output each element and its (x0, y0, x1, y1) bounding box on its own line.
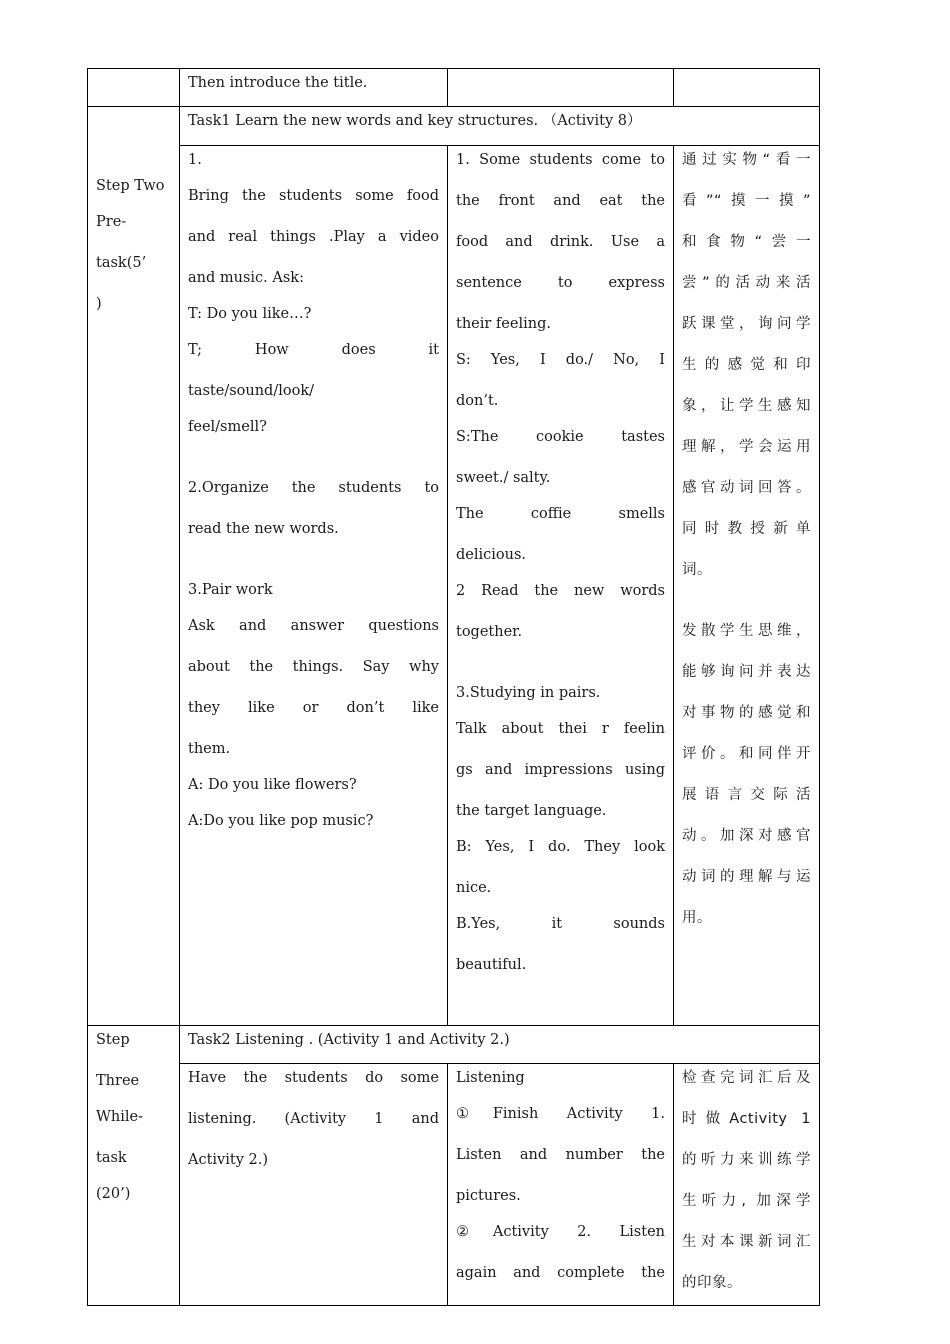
purpose-line: 的印象。 (682, 1275, 742, 1291)
purpose-line: 生听力, 加深学 (682, 1193, 811, 1209)
teacher-line: 3.Pair work (188, 582, 273, 598)
student-line: nice. (456, 880, 492, 896)
purpose-line: 时做Activity 1 (682, 1111, 811, 1127)
teacher-line: listening. (Activity 1 and (188, 1111, 439, 1127)
student-line: Talk about thei r feelin (456, 721, 665, 737)
purpose-line: 的听力来训练学 (682, 1152, 811, 1168)
teacher-line: Have the students do some (188, 1070, 439, 1086)
purpose-line: 动。加深对感官 (682, 828, 811, 844)
student-line: S:The cookie tastes (456, 429, 665, 445)
student-line: ①Finish Activity 1. (456, 1106, 665, 1122)
student-line: 1. Some students come to (456, 152, 665, 168)
teacher-line: T: Do you like…? (188, 306, 312, 322)
step-label-line: Three (96, 1073, 140, 1089)
step-label-line: While- (96, 1109, 143, 1125)
purpose-line: 感官动词回答。 (682, 480, 811, 496)
step-label-line: ) (96, 296, 102, 312)
student-line: gs and impressions using (456, 762, 665, 778)
purpose-line: 跃课堂，询问学 (682, 316, 811, 332)
intro-text: Then introduce the title. (188, 75, 368, 91)
purpose-cell (674, 1064, 820, 1306)
spacer (682, 579, 811, 622)
student-line: beautiful. (456, 957, 527, 973)
purpose-cell (674, 146, 820, 1026)
step-cell-empty (88, 69, 180, 107)
table-row-step-two-task (88, 107, 820, 146)
purpose-line: 词。 (682, 562, 712, 578)
student-line: 3.Studying in pairs. (456, 685, 601, 701)
step-label-line: task(5’ (96, 255, 147, 271)
table-row-step-three-task (88, 1026, 820, 1064)
student-line: their feeling. (456, 316, 551, 332)
purpose-line: 能够询问并表达 (682, 664, 811, 680)
teacher-line: 1. (188, 152, 202, 168)
step-label-line: Step (96, 1032, 130, 1048)
teacher-line: and music. Ask: (188, 270, 304, 286)
step-three-label-cell (88, 1026, 180, 1306)
teacher-line: about the things. Say why (188, 659, 439, 675)
spacer (456, 641, 665, 684)
teacher-line: and real things .Play a video (188, 229, 439, 245)
task-title-cell (180, 107, 820, 146)
teacher-activity-cell (180, 69, 448, 107)
purpose-line: 尝”的活动来活 (682, 275, 811, 291)
student-line: delicious. (456, 547, 527, 563)
teacher-line: A: Do you like flowers? (188, 777, 357, 793)
step-label-line: (20’) (96, 1186, 131, 1202)
student-line: sentence to express (456, 275, 665, 291)
table-row-step-three-content (88, 1064, 820, 1306)
teacher-activity-cell (180, 1064, 448, 1306)
purpose-line: 动词的理解与运 (682, 869, 811, 885)
teacher-line: read the new words. (188, 521, 339, 537)
teacher-line: Activity 2.) (188, 1152, 269, 1168)
purpose-line: 用。 (682, 910, 712, 926)
student-activity-cell-empty (448, 69, 674, 107)
purpose-line: 检查完词汇后及 (682, 1070, 811, 1086)
teacher-line: they like or don’t like (188, 700, 439, 716)
student-line: together. (456, 624, 523, 640)
teacher-line: Ask and answer questions (188, 618, 439, 634)
student-line: the front and eat the (456, 193, 665, 209)
task-title: Task2 Listening . (Activity 1 and Activity 2.) (188, 1032, 510, 1048)
spacer (188, 436, 439, 479)
student-line: B: Yes, I do. They look (456, 839, 665, 855)
task-title-cell (180, 1026, 820, 1064)
purpose-line: 生的感觉和印 (682, 357, 811, 373)
lesson-plan-table (87, 68, 820, 1306)
purpose-line: 同时教授新单 (682, 521, 811, 537)
student-line: S: Yes, I do./ No, I (456, 352, 665, 368)
step-label-line: task (96, 1150, 127, 1166)
purpose-line: 发散学生思维， (682, 623, 811, 639)
student-line: the target language. (456, 803, 607, 819)
student-line: don’t. (456, 393, 499, 409)
step-label-line: Pre- (96, 214, 127, 230)
student-line: sweet./ salty. (456, 470, 551, 486)
purpose-cell-empty (674, 69, 820, 107)
student-line: food and drink. Use a (456, 234, 665, 250)
student-line: Listening (456, 1070, 525, 1086)
student-line: B.Yes, it sounds (456, 916, 665, 932)
student-activity-cell (448, 1064, 674, 1306)
purpose-line: 和食物“尝一 (682, 234, 811, 250)
student-activity-cell (448, 146, 674, 1026)
teacher-line: Bring the students some food (188, 188, 439, 204)
step-label-line: Step Two (96, 178, 165, 194)
student-line: Listen and number the (456, 1147, 665, 1163)
teacher-line: them. (188, 741, 231, 757)
teacher-line: A:Do you like pop music? (188, 813, 374, 829)
step-two-label-cell (88, 107, 180, 1026)
teacher-line: 2.Organize the students to (188, 480, 439, 496)
spacer (188, 538, 439, 581)
teacher-line: feel/smell? (188, 419, 267, 435)
student-line: ②Activity 2. Listen (456, 1224, 665, 1240)
purpose-line: 象，让学生感知 (682, 398, 811, 414)
table-row-intro (88, 69, 820, 107)
teacher-activity-cell (180, 146, 448, 1026)
teacher-line: T; How does it (188, 342, 439, 358)
purpose-line: 通过实物“看一 (682, 152, 811, 168)
purpose-line: 对事物的感觉和 (682, 705, 811, 721)
purpose-line: 看”“摸一摸” (682, 193, 811, 209)
student-line: again and complete the (456, 1265, 665, 1281)
student-line: The coffie smells (456, 506, 665, 522)
purpose-line: 评价。和同伴开 (682, 746, 811, 762)
student-line: 2 Read the new words (456, 583, 665, 599)
teacher-line: taste/sound/look/ (188, 383, 314, 399)
task-title: Task1 Learn the new words and key structures. （Activity 8） (188, 113, 642, 129)
table-row-step-two-content (88, 146, 820, 1026)
student-line: pictures. (456, 1188, 521, 1204)
purpose-line: 展语言交际活 (682, 787, 811, 803)
purpose-line: 生对本课新词汇 (682, 1234, 811, 1250)
purpose-line: 理解，学会运用 (682, 439, 811, 455)
